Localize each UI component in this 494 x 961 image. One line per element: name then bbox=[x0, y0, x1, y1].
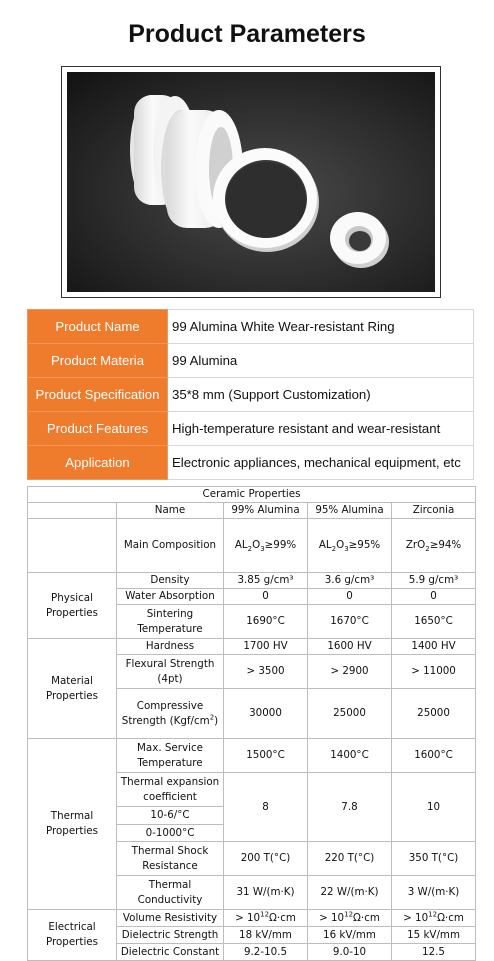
header-99-alumina: 99% Alumina bbox=[224, 503, 308, 519]
param-value: High-temperature resistant and wear-resistant bbox=[168, 412, 474, 446]
value-pre: > 10 bbox=[235, 911, 261, 924]
value-pre: > 10 bbox=[403, 911, 429, 924]
cell-value: 18 kV/mm bbox=[224, 927, 308, 944]
row-label: Thermal expansion coefficient bbox=[117, 773, 224, 807]
cell-value: 25000 bbox=[308, 689, 392, 739]
cell-value: 16 kV/mm bbox=[308, 927, 392, 944]
cell-value bbox=[392, 910, 476, 927]
row-label: Main Composition bbox=[117, 519, 224, 573]
formula-sub: 3 bbox=[260, 545, 265, 554]
formula-part: ≥95% bbox=[348, 539, 381, 551]
row-label: 0-1000°C bbox=[117, 825, 224, 842]
param-row-name bbox=[28, 310, 474, 344]
cell-value: 350 T(°C) bbox=[392, 842, 476, 876]
cell-value bbox=[224, 910, 308, 927]
row-label: Hardness bbox=[117, 639, 224, 655]
cell-value: 3 W/(m·K) bbox=[392, 876, 476, 910]
table-caption: Ceramic Properties bbox=[28, 487, 476, 503]
param-label: Product Name bbox=[28, 310, 168, 344]
row-label: 10-6/°C bbox=[117, 807, 224, 825]
formula-sub: 2 bbox=[331, 545, 337, 554]
cell-value: > 11000 bbox=[392, 655, 476, 689]
cell-value: 0 bbox=[308, 589, 392, 605]
value-pre: > 10 bbox=[319, 911, 345, 924]
row-label: Volume Resistivity bbox=[117, 910, 224, 927]
row-label bbox=[117, 689, 224, 739]
cell-value: 31 W/(m·K) bbox=[224, 876, 308, 910]
param-row-materia bbox=[28, 344, 474, 378]
cell-value: 1400°C bbox=[308, 739, 392, 773]
label-sup: 2 bbox=[209, 713, 215, 722]
header-empty bbox=[28, 503, 117, 519]
cell-value: 25000 bbox=[392, 689, 476, 739]
param-label: Application bbox=[28, 446, 168, 480]
row-label: Max. Service Temperature bbox=[117, 739, 224, 773]
formula-part: ≥94% bbox=[429, 539, 462, 551]
cell-value: 5.9 g/cm³ bbox=[392, 573, 476, 589]
group-thermal: Thermal Properties bbox=[28, 739, 117, 910]
parameters-table bbox=[27, 309, 474, 480]
cell-value: 9.0-10 bbox=[308, 944, 392, 961]
value-post: Ω·cm bbox=[269, 911, 296, 924]
param-row-specification bbox=[28, 378, 474, 412]
value-sup: 12 bbox=[428, 910, 438, 919]
cell-value: 15 kV/mm bbox=[392, 927, 476, 944]
param-value: Electronic appliances, mechanical equipment, etc bbox=[168, 446, 474, 480]
cell-value: 3.85 g/cm³ bbox=[224, 573, 308, 589]
header-95-alumina: 95% Alumina bbox=[308, 503, 392, 519]
cell-value: 1690°C bbox=[224, 605, 308, 639]
ceramic-rings-image bbox=[67, 72, 435, 292]
cell-value: 220 T(°C) bbox=[308, 842, 392, 876]
cell-value: 1650°C bbox=[392, 605, 476, 639]
cell-value: > 3500 bbox=[224, 655, 308, 689]
cell-value bbox=[392, 519, 476, 573]
row-label: Dielectric Strength bbox=[117, 927, 224, 944]
cell-value: 1600°C bbox=[392, 739, 476, 773]
row-label: Density bbox=[117, 573, 224, 589]
param-value: 99 Alumina White Wear-resistant Ring bbox=[168, 310, 474, 344]
value-sup: 12 bbox=[344, 910, 354, 919]
param-row-application bbox=[28, 446, 474, 480]
formula-part: ZrO bbox=[405, 539, 426, 551]
formula-sub: 2 bbox=[425, 545, 430, 554]
group-physical: Physical Properties bbox=[28, 573, 117, 639]
cell-value: 1400 HV bbox=[392, 639, 476, 655]
cell-value: 1700 HV bbox=[224, 639, 308, 655]
cell-value: 1500°C bbox=[224, 739, 308, 773]
cell-value: 1600 HV bbox=[308, 639, 392, 655]
cell-value: 7.8 bbox=[308, 773, 392, 842]
label-text: Compressive Strength (Kgf/cm bbox=[121, 699, 210, 727]
param-value: 99 Alumina bbox=[168, 344, 474, 378]
cell-value: 12.5 bbox=[392, 944, 476, 961]
value-sup: 12 bbox=[260, 910, 270, 919]
value-post: Ω·cm bbox=[437, 911, 464, 924]
param-label: Product Specification bbox=[28, 378, 168, 412]
cell-value: 9.2-10.5 bbox=[224, 944, 308, 961]
cell-value: > 2900 bbox=[308, 655, 392, 689]
formula-part: AL bbox=[318, 539, 332, 551]
cell-value: 0 bbox=[224, 589, 308, 605]
cell-value bbox=[308, 910, 392, 927]
cell-value: 200 T(°C) bbox=[224, 842, 308, 876]
formula-part: O bbox=[252, 539, 261, 551]
param-value: 35*8 mm (Support Customization) bbox=[168, 378, 474, 412]
param-label: Product Materia bbox=[28, 344, 168, 378]
value-post: Ω·cm bbox=[353, 911, 380, 924]
group-material: Material Properties bbox=[28, 639, 117, 739]
cell-value: 30000 bbox=[224, 689, 308, 739]
group-electrical: Electrical Properties bbox=[28, 910, 117, 961]
cell-value: 0 bbox=[392, 589, 476, 605]
header-name: Name bbox=[117, 503, 224, 519]
ceramic-properties-table bbox=[27, 486, 476, 961]
cell-value: 3.6 g/cm³ bbox=[308, 573, 392, 589]
page-title: Product Parameters bbox=[128, 20, 366, 48]
formula-part: ≥99% bbox=[264, 539, 297, 551]
row-label: Flexural Strength (4pt) bbox=[117, 655, 224, 689]
formula-part: AL bbox=[234, 539, 248, 551]
product-photo bbox=[67, 72, 435, 292]
row-label: Sintering Temperature bbox=[117, 605, 224, 639]
formula-sub: 2 bbox=[247, 545, 253, 554]
group-empty bbox=[28, 519, 117, 573]
row-label: Dielectric Constant bbox=[117, 944, 224, 961]
cell-value: 22 W/(m·K) bbox=[308, 876, 392, 910]
header-zirconia: Zirconia bbox=[392, 503, 476, 519]
row-label: Thermal Shock Resistance bbox=[117, 842, 224, 876]
row-label: Thermal Conductivity bbox=[117, 876, 224, 910]
row-label: Water Absorption bbox=[117, 589, 224, 605]
product-photo-frame bbox=[61, 66, 441, 298]
cell-value: 8 bbox=[224, 773, 308, 842]
cell-value: 10 bbox=[392, 773, 476, 842]
formula-part: O bbox=[336, 539, 345, 551]
param-row-features bbox=[28, 412, 474, 446]
cell-value: 1670°C bbox=[308, 605, 392, 639]
cell-value bbox=[308, 519, 392, 573]
param-label: Product Features bbox=[28, 412, 168, 446]
label-close: ) bbox=[214, 714, 219, 727]
cell-value bbox=[224, 519, 308, 573]
formula-sub: 3 bbox=[344, 545, 349, 554]
